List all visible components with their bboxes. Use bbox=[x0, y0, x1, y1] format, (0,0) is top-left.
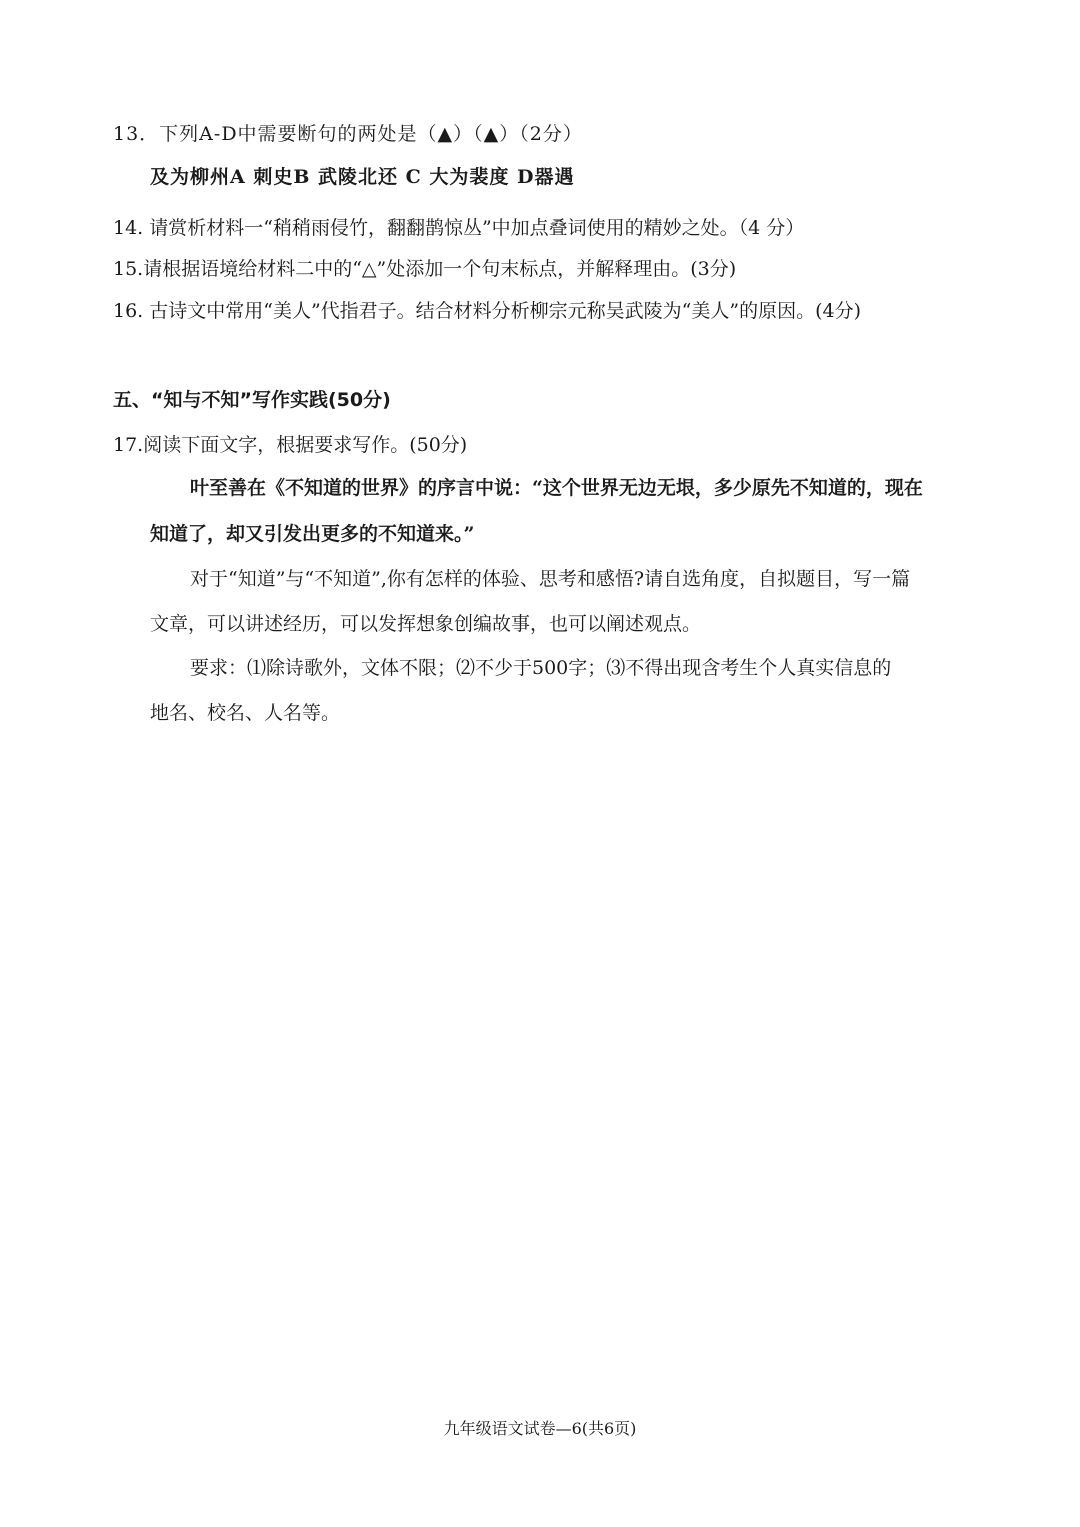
question-17-paragraph-line-1: 对于“知道”与“不知道”,你有怎样的体验、思考和感悟?请自选角度，自拟题目，写一篇 bbox=[190, 568, 911, 590]
question-17-prompt: 17.阅读下面文字，根据要求写作。(50分) bbox=[113, 434, 468, 456]
question-17-quote-line-2: 知道了，却又引发出更多的不知道来。” bbox=[150, 523, 475, 545]
question-13-passage: 及为柳州A 刺史B 武陵北还 C 大为裴度 D器遇 bbox=[150, 166, 575, 188]
question-17-requirements-line-1: 要求：⑴除诗歌外，文体不限；⑵不少于500字；⑶不得出现含考生个人真实信息的 bbox=[190, 657, 892, 679]
question-17-paragraph-line-2: 文章，可以讲述经历，可以发挥想象创编故事，也可以阐述观点。 bbox=[150, 613, 702, 635]
question-15: 15.请根据语境给材料二中的“△”处添加一个句末标点，并解释理由。(3分) bbox=[113, 258, 737, 280]
question-13-prompt: 13．下列A-D中需要断句的两处是（▲）（▲）（2分） bbox=[113, 123, 583, 145]
question-17-quote-line-1: 叶至善在《不知道的世界》的序言中说：“这个世界无边无垠，多少原先不知道的，现在 bbox=[190, 477, 923, 499]
section-5-title: 五、“知与不知”写作实践(50分) bbox=[113, 389, 391, 411]
question-17-requirements-line-2: 地名、校名、人名等。 bbox=[150, 702, 341, 724]
question-16: 16. 古诗文中常用“美人”代指君子。结合材料分析柳宗元称吴武陵为“美人”的原因。(4分) bbox=[113, 300, 862, 322]
question-14: 14. 请赏析材料一“稍稍雨侵竹，翻翻鹊惊丛”中加点叠词使用的精妙之处。（4 分） bbox=[113, 217, 805, 239]
page-footer: 九年级语文试卷—6(共6页) bbox=[443, 1419, 637, 1438]
